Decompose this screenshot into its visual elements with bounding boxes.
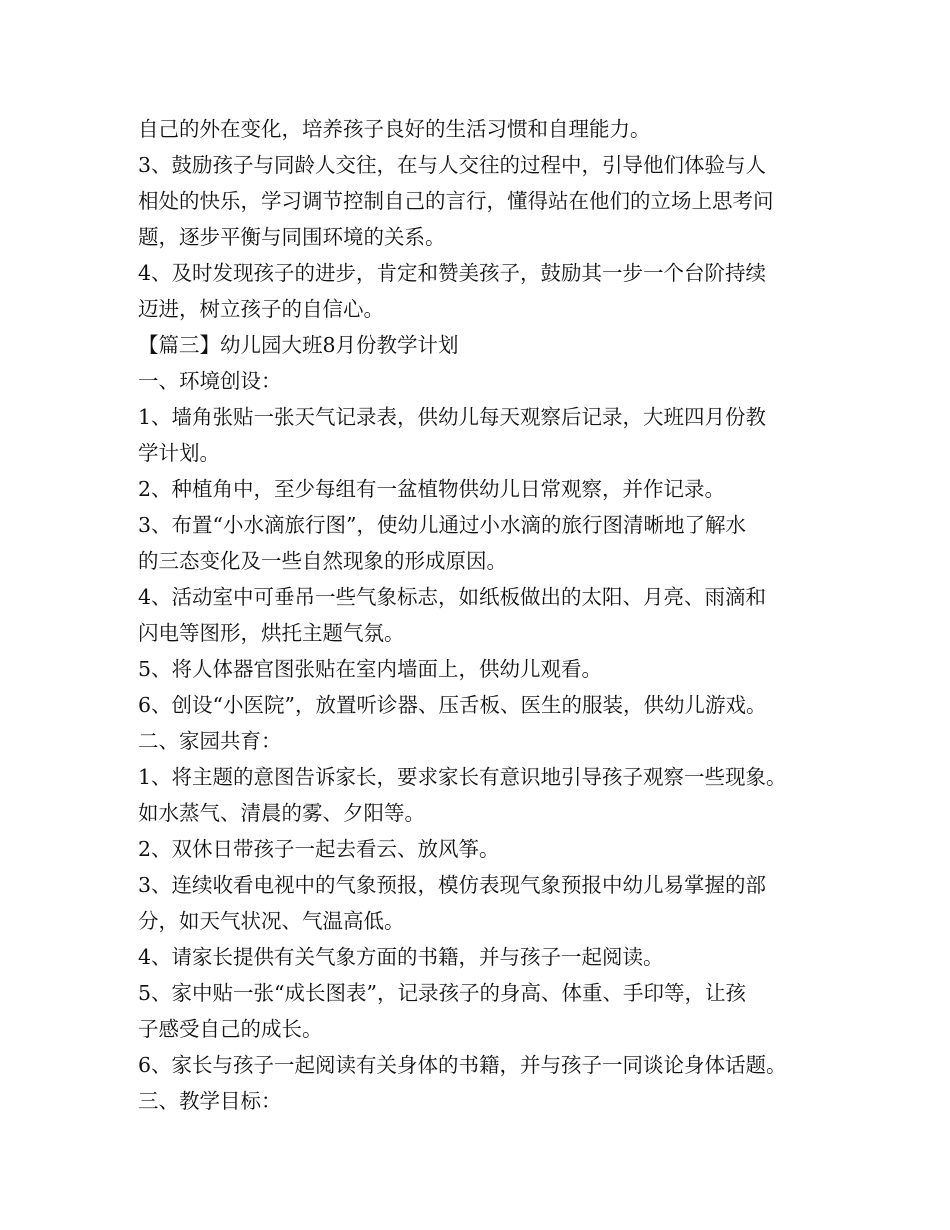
text-line: 自己的外在变化，培养孩子良好的生活习惯和自理能力。 [138, 117, 651, 141]
text-line: 3、连续收看电视中的气象预报，模仿表现气象预报中幼儿易掌握的部 [138, 873, 767, 897]
text-line: 相处的快乐，学习调节控制自己的言行，懂得站在他们的立场上思考问 [138, 189, 774, 213]
text-line: 3、鼓励孩子与同龄人交往，在与人交往的过程中，引导他们体验与人 [138, 153, 767, 177]
text-line: 学计划。 [138, 441, 220, 465]
text-line: 4、请家长提供有关气象方面的书籍，并与孩子一起阅读。 [138, 945, 664, 969]
text-line: 闪电等图形，烘托主题气氛。 [138, 621, 405, 645]
subsection-heading: 二、家园共育： [138, 729, 282, 753]
text-line: 4、及时发现孩子的进步，肯定和赞美孩子，鼓励其一步一个台阶持续 [138, 261, 767, 285]
text-line: 1、将主题的意图告诉家长，要求家长有意识地引导孩子观察一些现象。 [138, 765, 787, 789]
text-line: 6、创设“小医院”，放置听诊器、压舌板、医生的服装，供幼儿游戏。 [138, 693, 767, 717]
text-line: 2、双休日带孩子一起去看云、放风筝。 [138, 837, 500, 861]
text-line: 2、种植角中，至少每组有一盆植物供幼儿日常观察，并作记录。 [138, 477, 726, 501]
subsection-heading: 一、环境创设： [138, 369, 282, 393]
text-line: 5、将人体器官图张贴在室内墙面上，供幼儿观看。 [138, 657, 603, 681]
text-line: 迈进，树立孩子的自信心。 [138, 297, 384, 321]
text-line: 5、家中贴一张“成长图表”，记录孩子的身高、体重、手印等，让孩 [138, 981, 747, 1005]
text-line: 1、墙角张贴一张天气记录表，供幼儿每天观察后记录，大班四月份教 [138, 405, 767, 429]
text-line: 如水蒸气、清晨的雾、夕阳等。 [138, 801, 425, 825]
text-line: 子感受自己的成长。 [138, 1017, 323, 1041]
text-line: 的三态变化及一些自然现象的形成原因。 [138, 549, 507, 573]
section-heading: 【篇三】幼儿园大班8月份教学计划 [138, 333, 459, 357]
text-line: 3、布置“小水滴旅行图”，使幼儿通过小水滴的旅行图清晰地了解水 [138, 513, 747, 537]
text-line: 6、家长与孩子一起阅读有关身体的书籍，并与孩子一同谈论身体话题。 [138, 1053, 787, 1077]
text-line: 题，逐步平衡与同围环境的关系。 [138, 225, 446, 249]
text-line: 分，如天气状况、气温高低。 [138, 909, 405, 933]
subsection-heading: 三、教学目标： [138, 1089, 282, 1113]
text-line: 4、活动室中可垂吊一些气象标志，如纸板做出的太阳、月亮、雨滴和 [138, 585, 767, 609]
